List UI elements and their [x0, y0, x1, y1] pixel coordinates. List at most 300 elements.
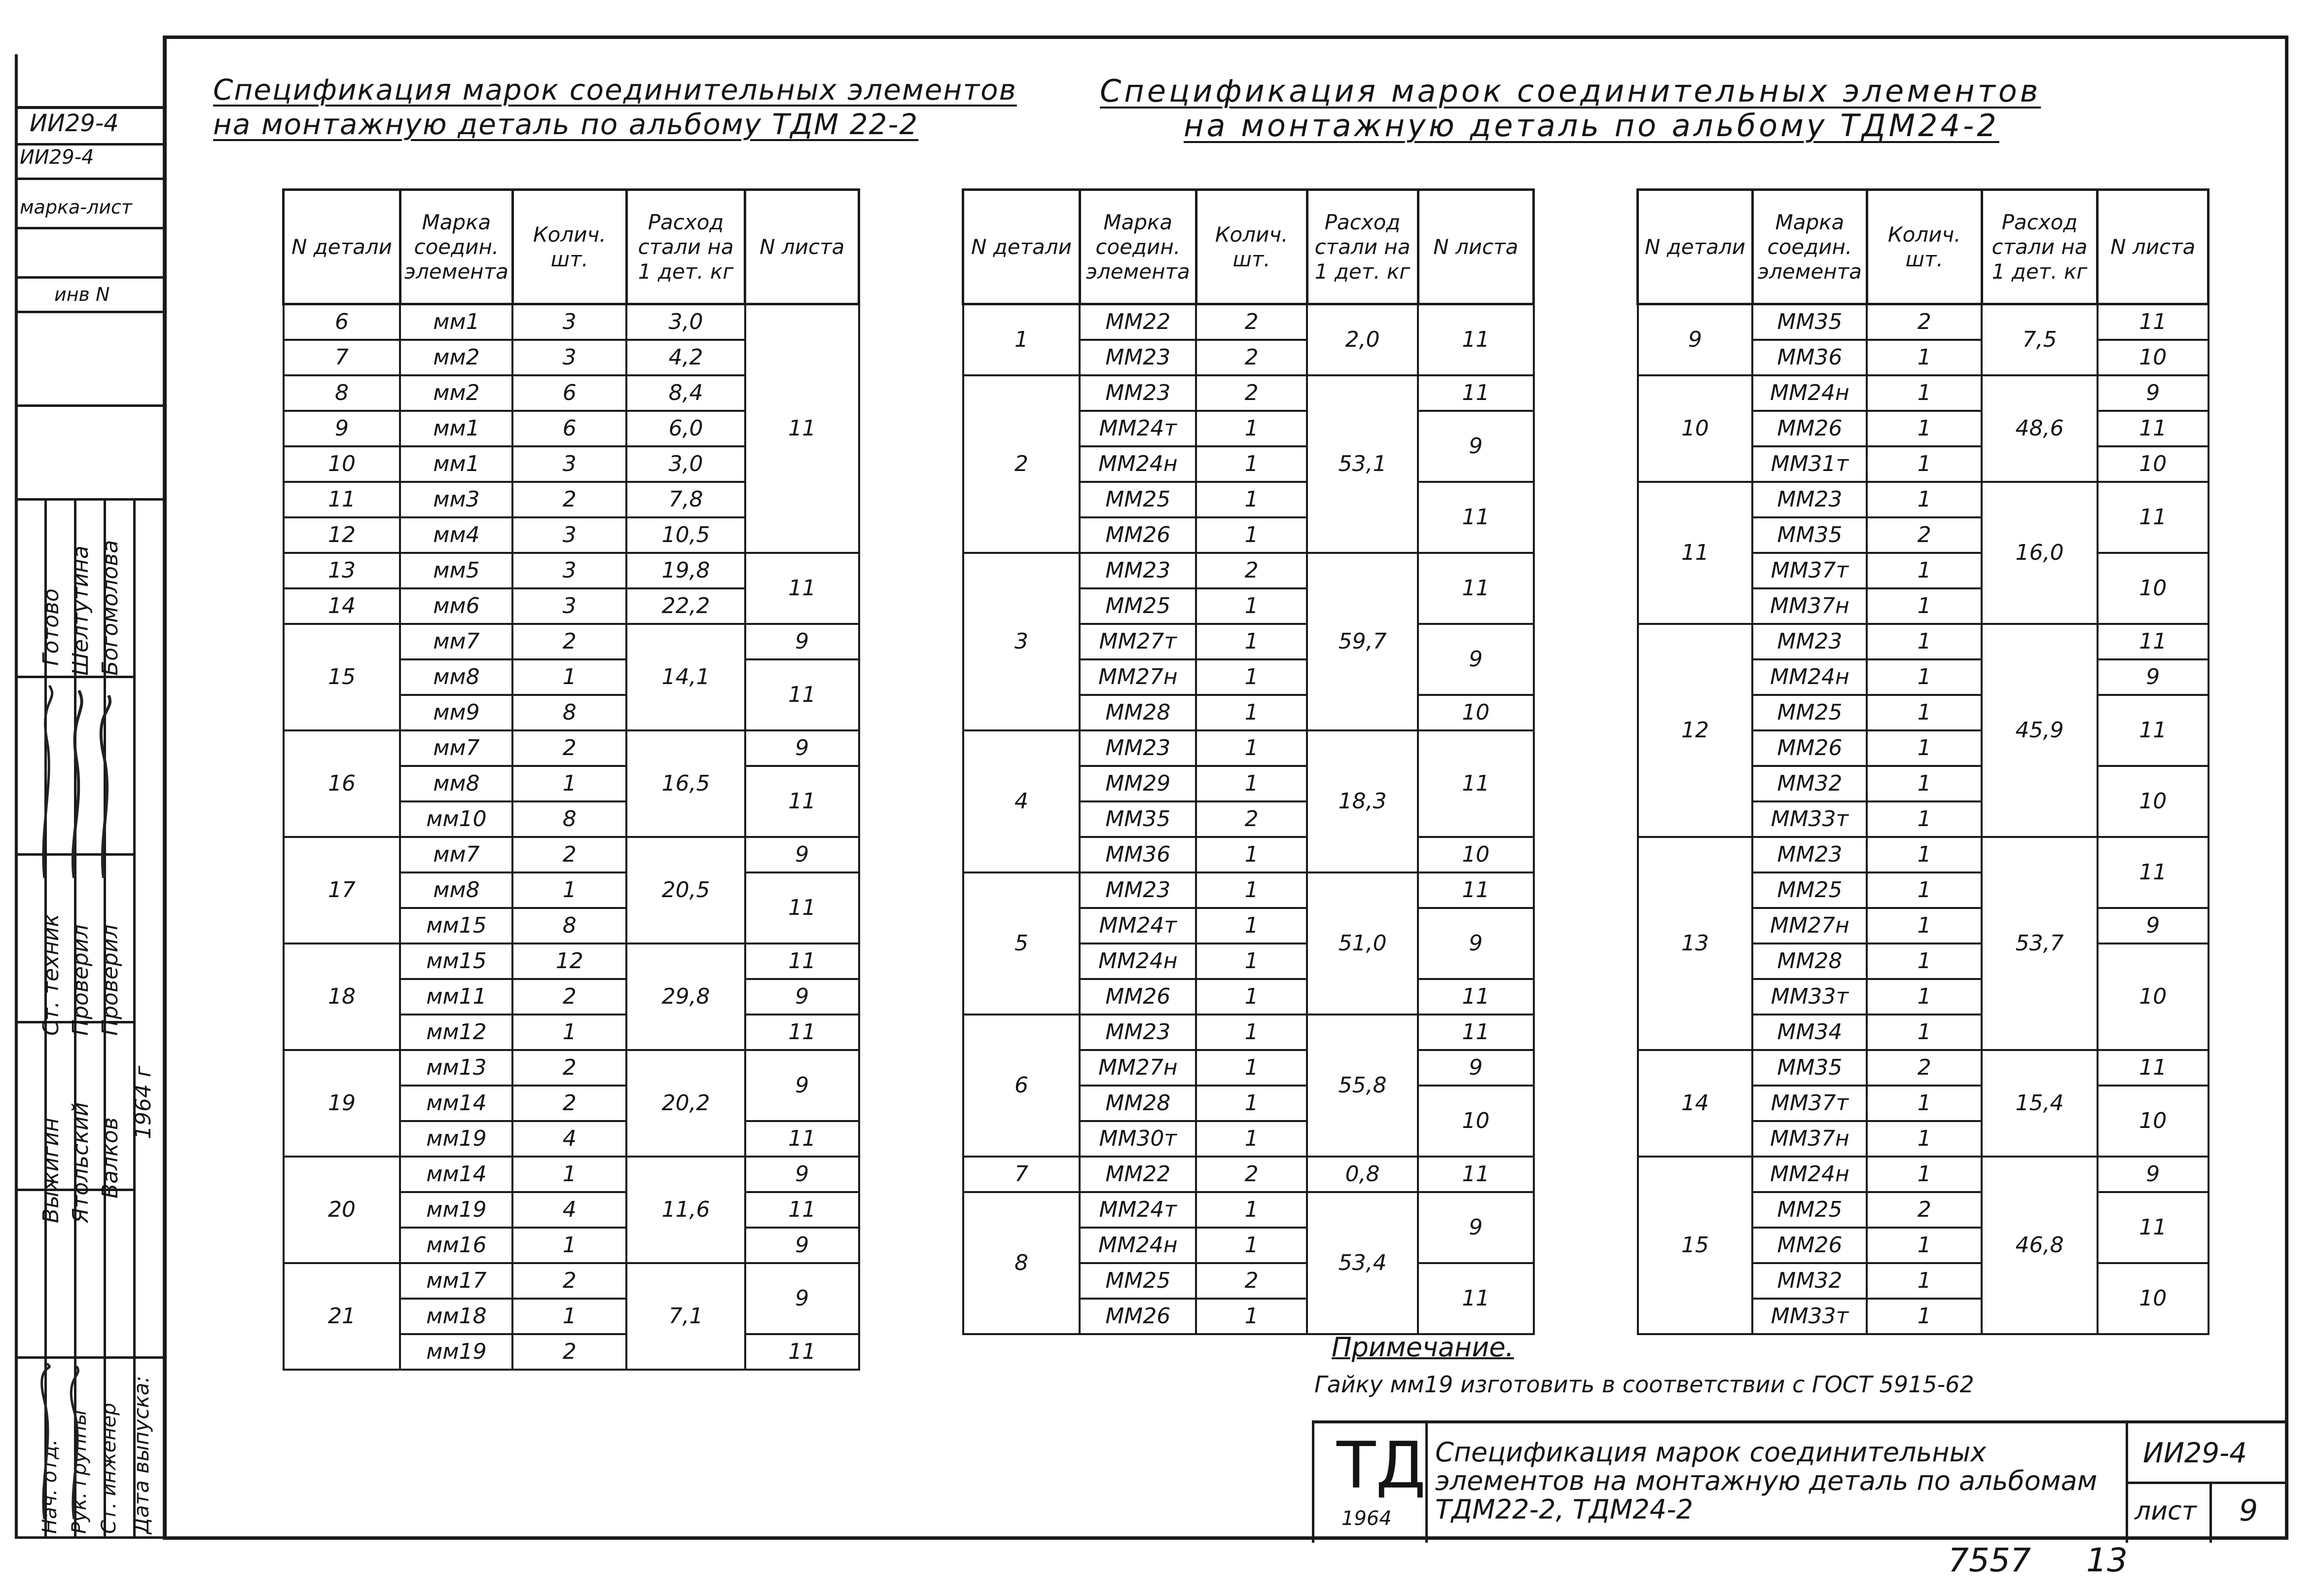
t2-mark: ММ25: [1080, 588, 1196, 624]
t2-qty: 2: [1196, 553, 1307, 588]
t1-mark: мм16: [400, 1228, 512, 1263]
t3-d: 14: [1638, 1050, 1753, 1157]
t1-qty: 1: [512, 659, 626, 695]
t3-mark: ММ33т: [1752, 1299, 1867, 1334]
t1-mark: мм19: [400, 1192, 512, 1228]
t1-steel: 19,8: [626, 553, 745, 588]
t2-sheet: 9: [1418, 908, 1533, 979]
t2-qty: 1: [1196, 624, 1307, 659]
t3-d: 10: [1638, 375, 1753, 482]
t3-qty: 1: [1867, 908, 1982, 943]
t3-mark: ММ33т: [1752, 979, 1867, 1015]
t1-mark: мм15: [400, 943, 512, 979]
t1-qty: 12: [512, 943, 626, 979]
t1-qty: 8: [512, 801, 626, 837]
approval-role-group: Рук. группы: [68, 1410, 91, 1534]
t1-qty: 3: [512, 304, 626, 340]
t1-mark: мм7: [400, 837, 512, 872]
t1-steel: 3,0: [626, 446, 745, 482]
t3-sheet: 11: [2098, 1050, 2209, 1086]
approval-name-3: Валков: [98, 1117, 123, 1198]
t2-qty: 1: [1196, 588, 1307, 624]
t3-sheet: 11: [2098, 624, 2209, 659]
t3-mark: ММ27н: [1752, 908, 1867, 943]
t2-mark: ММ24н: [1080, 943, 1196, 979]
t1-mark: мм14: [400, 1157, 512, 1192]
th-qty: Колич. шт.: [512, 190, 626, 304]
t3-d: 13: [1638, 837, 1753, 1050]
t2-sheet: 11: [1418, 872, 1533, 908]
t1-sheet: 11: [745, 1121, 859, 1157]
t2-qty: 2: [1196, 801, 1307, 837]
t3-steel: 7,5: [1982, 304, 2098, 376]
approval-col-3: Богомолова: [98, 540, 123, 676]
t2-qty: 1: [1196, 659, 1307, 695]
t1-qty: 1: [512, 1157, 626, 1192]
t3-steel: 53,7: [1982, 837, 2098, 1050]
t2-qty: 1: [1196, 837, 1307, 872]
t3-mark: ММ35: [1752, 517, 1867, 553]
t3-mark: ММ32: [1752, 766, 1867, 801]
t2-mark: ММ30т: [1080, 1121, 1196, 1157]
t2-mark: ММ24т: [1080, 908, 1196, 943]
t1-steel: 10,5: [626, 517, 745, 553]
t2-sheet: 11: [1418, 482, 1533, 553]
t2-steel: 2,0: [1307, 304, 1418, 376]
t2-qty: 2: [1196, 1263, 1307, 1299]
t2-sheet: 11: [1418, 979, 1533, 1015]
t3-mark: ММ25: [1752, 1192, 1867, 1228]
t1-sheet: 11: [745, 1015, 859, 1050]
t1-qty: 3: [512, 588, 626, 624]
t2-d: 6: [963, 1015, 1080, 1157]
t3-qty: 2: [1867, 1192, 1982, 1228]
t3-mark: ММ26: [1752, 1228, 1867, 1263]
t2-d: 8: [963, 1192, 1080, 1334]
strip-inv: инв N: [54, 284, 110, 305]
th-mark: Марка соедин. элемента: [400, 190, 512, 304]
t3-mark: ММ37т: [1752, 553, 1867, 588]
t3-sheet: 10: [2098, 1263, 2209, 1334]
t3-qty: 2: [1867, 1050, 1982, 1086]
t1-qty: 2: [512, 1263, 626, 1299]
t1-mark: мм15: [400, 908, 512, 943]
t1-qty: 1: [512, 872, 626, 908]
t1-mark: мм8: [400, 872, 512, 908]
t3-qty: 1: [1867, 872, 1982, 908]
t1-qty: 3: [512, 340, 626, 375]
t3-qty: 1: [1867, 1015, 1982, 1050]
t3-qty: 1: [1867, 1299, 1982, 1334]
t3-mark: ММ32: [1752, 1263, 1867, 1299]
t2-steel: 59,7: [1307, 553, 1418, 730]
t2-qty: 1: [1196, 908, 1307, 943]
t3-qty: 1: [1867, 482, 1982, 517]
t1-mark: мм14: [400, 1086, 512, 1121]
t2-qty: 1: [1196, 446, 1307, 482]
t1-sheet: 11: [745, 304, 859, 553]
t2-sheet: 11: [1418, 1157, 1533, 1192]
t2-steel: 53,1: [1307, 375, 1418, 553]
t1-sheet: 11: [745, 553, 859, 624]
t1-steel: 7,8: [626, 482, 745, 517]
note-label: Примечание.: [1332, 1332, 1514, 1363]
t1-mark: мм18: [400, 1299, 512, 1334]
t3-mark: ММ23: [1752, 482, 1867, 517]
th-sheet: N листа: [1418, 190, 1533, 304]
t1-d: 14: [284, 588, 400, 624]
t2-qty: 1: [1196, 517, 1307, 553]
t1-qty: 4: [512, 1121, 626, 1157]
th-mark: Марка соедин. элемента: [1752, 190, 1867, 304]
th-sheet: N листа: [745, 190, 859, 304]
t1-mark: мм1: [400, 446, 512, 482]
t2-steel: 55,8: [1307, 1015, 1418, 1157]
t2-mark: ММ25: [1080, 1263, 1196, 1299]
t2-qty: 1: [1196, 411, 1307, 446]
t2-mark: ММ23: [1080, 375, 1196, 411]
t1-steel: 20,2: [626, 1050, 745, 1157]
t2-sheet: 11: [1418, 553, 1533, 624]
t3-qty: 1: [1867, 1263, 1982, 1299]
t1-mark: мм1: [400, 411, 512, 446]
t1-d: 11: [284, 482, 400, 517]
t1-sheet: 9: [745, 1157, 859, 1192]
t1-mark: мм2: [400, 340, 512, 375]
t2-qty: 1: [1196, 979, 1307, 1015]
t1-steel: 29,8: [626, 943, 745, 1050]
approval-date-label: Дата выпуска:: [129, 1376, 153, 1534]
t3-qty: 1: [1867, 340, 1982, 375]
t1-mark: мм4: [400, 517, 512, 553]
t1-qty: 4: [512, 1192, 626, 1228]
t1-mark: мм8: [400, 659, 512, 695]
t1-mark: мм11: [400, 979, 512, 1015]
t2-qty: 1: [1196, 1299, 1307, 1334]
t3-mark: ММ24н: [1752, 1157, 1867, 1192]
t2-sheet: 10: [1418, 837, 1533, 872]
t3-mark: ММ24н: [1752, 659, 1867, 695]
approval-col-2: Шелтутина: [68, 545, 93, 676]
footer-number-1: 7557: [1948, 1541, 2031, 1579]
stamp-year: 1964: [1341, 1507, 1392, 1530]
approval-name-2: Ятольский: [68, 1102, 93, 1223]
t2-mark: ММ36: [1080, 837, 1196, 872]
t3-sheet: 11: [2098, 411, 2209, 446]
t2-sheet: 9: [1418, 1050, 1533, 1086]
t1-sheet: 11: [745, 766, 859, 837]
strip-marka-list: марка-лист: [20, 196, 133, 218]
t1-mark: мм7: [400, 730, 512, 766]
t1-qty: 1: [512, 766, 626, 801]
t1-sheet: 9: [745, 1263, 859, 1334]
t1-qty: 8: [512, 908, 626, 943]
t1-d: 7: [284, 340, 400, 375]
t2-qty: 1: [1196, 1121, 1307, 1157]
t1-sheet: 11: [745, 1192, 859, 1228]
th-mark: Марка соедин. элемента: [1080, 190, 1196, 304]
t2-mark: ММ24т: [1080, 1192, 1196, 1228]
t3-mark: ММ31т: [1752, 446, 1867, 482]
title-left-line1: Спецификация марок соединительных элементов: [213, 73, 1017, 107]
t2-sheet: 11: [1418, 1015, 1533, 1050]
t1-qty: 6: [512, 375, 626, 411]
t2-mark: ММ28: [1080, 1086, 1196, 1121]
t2-mark: ММ23: [1080, 553, 1196, 588]
th-qty: Колич. шт.: [1196, 190, 1307, 304]
stamp-sheet-label: лист: [2135, 1496, 2197, 1526]
t1-mark: мм12: [400, 1015, 512, 1050]
t1-qty: 2: [512, 1050, 626, 1086]
t3-qty: 1: [1867, 1157, 1982, 1192]
t2-qty: 2: [1196, 375, 1307, 411]
t3-qty: 1: [1867, 979, 1982, 1015]
t2-d: 4: [963, 730, 1080, 872]
t1-mark: мм19: [400, 1334, 512, 1370]
t3-qty: 1: [1867, 553, 1982, 588]
t3-sheet: 11: [2098, 304, 2209, 340]
t3-d: 9: [1638, 304, 1753, 376]
t2-sheet: 9: [1418, 624, 1533, 695]
t2-mark: ММ22: [1080, 1157, 1196, 1192]
t2-mark: ММ23: [1080, 1015, 1196, 1050]
th-steel: Расход стали на 1 дет. кг: [626, 190, 745, 304]
approval-role-check1: Проверил: [68, 924, 93, 1036]
t2-qty: 1: [1196, 695, 1307, 730]
t1-qty: 1: [512, 1015, 626, 1050]
t2-d: 1: [963, 304, 1080, 376]
t2-mark: ММ35: [1080, 801, 1196, 837]
t3-qty: 1: [1867, 1086, 1982, 1121]
t3-sheet: 11: [2098, 695, 2209, 766]
t3-d: 11: [1638, 482, 1753, 624]
approval-role-head: Нач. отд.: [38, 1439, 61, 1534]
t2-qty: 1: [1196, 730, 1307, 766]
t3-steel: 46,8: [1982, 1157, 2098, 1334]
t2-mark: ММ26: [1080, 517, 1196, 553]
stamp-logo: ТД: [1337, 1428, 1426, 1503]
t3-sheet: 10: [2098, 446, 2209, 482]
t3-sheet: 9: [2098, 375, 2209, 411]
title-right-line2: на монтажную деталь по альбому ТДМ24-2: [1184, 108, 1999, 144]
t3-qty: 1: [1867, 446, 1982, 482]
t1-d: 15: [284, 624, 400, 730]
t2-qty: 1: [1196, 1015, 1307, 1050]
t2-qty: 1: [1196, 943, 1307, 979]
t2-sheet: 10: [1418, 1086, 1533, 1157]
t1-sheet: 9: [745, 1050, 859, 1121]
t1-steel: 6,0: [626, 411, 745, 446]
t1-mark: мм13: [400, 1050, 512, 1086]
t3-qty: 1: [1867, 411, 1982, 446]
t2-d: 5: [963, 872, 1080, 1015]
approval-role-eng: Ст. инженер: [98, 1403, 120, 1534]
spec-table-tdm24-b: [1636, 188, 2209, 1335]
t2-mark: ММ24н: [1080, 446, 1196, 482]
t3-mark: ММ28: [1752, 943, 1867, 979]
t2-mark: ММ23: [1080, 340, 1196, 375]
th-detail: N детали: [963, 190, 1080, 304]
t3-qty: 1: [1867, 624, 1982, 659]
t2-steel: 0,8: [1307, 1157, 1418, 1192]
t1-mark: мм19: [400, 1121, 512, 1157]
t3-mark: ММ25: [1752, 872, 1867, 908]
t1-qty: 2: [512, 624, 626, 659]
t3-mark: ММ37н: [1752, 1121, 1867, 1157]
t2-mark: ММ27н: [1080, 659, 1196, 695]
t2-qty: 1: [1196, 1228, 1307, 1263]
t1-qty: 2: [512, 1334, 626, 1370]
t3-sheet: 10: [2098, 340, 2209, 375]
t1-d: 9: [284, 411, 400, 446]
t3-qty: 1: [1867, 588, 1982, 624]
t3-mark: ММ37т: [1752, 1086, 1867, 1121]
t3-sheet: 10: [2098, 943, 2209, 1050]
t1-mark: мм8: [400, 766, 512, 801]
t3-qty: 2: [1867, 517, 1982, 553]
t3-steel: 15,4: [1982, 1050, 2098, 1157]
t1-sheet: 11: [745, 943, 859, 979]
t2-qty: 2: [1196, 1157, 1307, 1192]
t2-qty: 2: [1196, 340, 1307, 375]
t1-mark: мм10: [400, 801, 512, 837]
t1-qty: 3: [512, 517, 626, 553]
t3-sheet: 10: [2098, 766, 2209, 837]
th-detail: N детали: [1638, 190, 1753, 304]
t1-steel: 16,5: [626, 730, 745, 837]
t1-sheet: 11: [745, 1334, 859, 1370]
t2-d: 3: [963, 553, 1080, 730]
stamp-sheet-number: 9: [2239, 1493, 2258, 1528]
t3-sheet: 11: [2098, 482, 2209, 553]
t1-sheet: 11: [745, 872, 859, 943]
title-right-line1: Спецификация марок соединительных элементов: [1100, 73, 2041, 109]
t2-sheet: 11: [1418, 1263, 1533, 1334]
t3-sheet: 10: [2098, 1086, 2209, 1157]
t1-mark: мм9: [400, 695, 512, 730]
t2-qty: 1: [1196, 872, 1307, 908]
t1-mark: мм5: [400, 553, 512, 588]
stamp-title: Спецификация марок соединительных элементов на монтажную деталь по альбомам ТДМ22-2, ТДМ24-2: [1435, 1437, 2098, 1525]
t3-steel: 45,9: [1982, 624, 2098, 837]
th-steel: Расход стали на 1 дет. кг: [1982, 190, 2098, 304]
t1-d: 16: [284, 730, 400, 837]
t1-mark: мм3: [400, 482, 512, 517]
t1-d: 18: [284, 943, 400, 1050]
t2-sheet: 11: [1418, 304, 1533, 376]
t3-sheet: 9: [2098, 659, 2209, 695]
t3-qty: 1: [1867, 659, 1982, 695]
t1-qty: 3: [512, 553, 626, 588]
t3-d: 12: [1638, 624, 1753, 837]
t2-mark: ММ27н: [1080, 1050, 1196, 1086]
th-qty: Колич. шт.: [1867, 190, 1982, 304]
approval-name-1: Выжигин: [38, 1118, 64, 1223]
t3-steel: 48,6: [1982, 375, 2098, 482]
t1-d: 19: [284, 1050, 400, 1157]
t2-sheet: 11: [1418, 730, 1533, 837]
note-text: Гайку мм19 изготовить в соответствии с ГОСТ 5915-62: [1314, 1371, 1974, 1398]
t3-mark: ММ37н: [1752, 588, 1867, 624]
t3-mark: ММ24н: [1752, 375, 1867, 411]
t1-sheet: 9: [745, 979, 859, 1015]
t1-qty: 6: [512, 411, 626, 446]
approval-year: 1964 г: [131, 1065, 156, 1139]
t3-mark: ММ33т: [1752, 801, 1867, 837]
t2-sheet: 10: [1418, 695, 1533, 730]
t1-qty: 3: [512, 446, 626, 482]
t3-sheet: 9: [2098, 1157, 2209, 1192]
signatures-drawing-2: [30, 1361, 118, 1524]
t2-qty: 1: [1196, 1086, 1307, 1121]
t3-mark: ММ23: [1752, 624, 1867, 659]
t2-qty: 2: [1196, 304, 1307, 340]
title-block: [1312, 1420, 2288, 1540]
t3-steel: 16,0: [1982, 482, 2098, 624]
t2-d: 7: [963, 1157, 1080, 1192]
t2-sheet: 9: [1418, 411, 1533, 482]
t2-mark: ММ23: [1080, 730, 1196, 766]
t1-sheet: 9: [745, 730, 859, 766]
t1-qty: 2: [512, 1086, 626, 1121]
t3-qty: 1: [1867, 801, 1982, 837]
t2-mark: ММ23: [1080, 872, 1196, 908]
t1-steel: 7,1: [626, 1263, 745, 1370]
t1-mark: мм6: [400, 588, 512, 624]
t3-mark: ММ26: [1752, 411, 1867, 446]
t1-steel: 11,6: [626, 1157, 745, 1263]
t2-mark: ММ27т: [1080, 624, 1196, 659]
signatures-drawing: [30, 681, 148, 888]
t1-sheet: 9: [745, 837, 859, 872]
strip-code-2: ИИ29-4: [20, 146, 94, 169]
t2-mark: ММ24т: [1080, 411, 1196, 446]
t1-qty: 2: [512, 730, 626, 766]
t3-mark: ММ35: [1752, 304, 1867, 340]
t2-mark: ММ24н: [1080, 1228, 1196, 1263]
t3-mark: ММ25: [1752, 695, 1867, 730]
title-left-line2: на монтажную деталь по альбому ТДМ 22-2: [213, 108, 919, 141]
t1-steel: 14,1: [626, 624, 745, 730]
t3-qty: 1: [1867, 695, 1982, 730]
t3-qty: 1: [1867, 375, 1982, 411]
t2-sheet: 9: [1418, 1192, 1533, 1263]
t3-qty: 1: [1867, 837, 1982, 872]
t2-steel: 53,4: [1307, 1192, 1418, 1334]
t1-mark: мм7: [400, 624, 512, 659]
spec-table-tdm22: [282, 188, 860, 1371]
t1-sheet: 9: [745, 624, 859, 659]
approval-role-ct: Ст. техник: [38, 913, 64, 1036]
t1-qty: 2: [512, 482, 626, 517]
t2-mark: ММ29: [1080, 766, 1196, 801]
th-sheet: N листа: [2098, 190, 2209, 304]
t2-mark: ММ22: [1080, 304, 1196, 340]
t1-d: 21: [284, 1263, 400, 1370]
t2-steel: 18,3: [1307, 730, 1418, 872]
t3-qty: 1: [1867, 766, 1982, 801]
t1-qty: 1: [512, 1228, 626, 1263]
t2-qty: 1: [1196, 1050, 1307, 1086]
t1-steel: 22,2: [626, 588, 745, 624]
t2-d: 2: [963, 375, 1080, 553]
t3-mark: ММ36: [1752, 340, 1867, 375]
t1-steel: 3,0: [626, 304, 745, 340]
t2-qty: 1: [1196, 766, 1307, 801]
t1-d: 20: [284, 1157, 400, 1263]
t3-d: 15: [1638, 1157, 1753, 1334]
t1-steel: 8,4: [626, 375, 745, 411]
